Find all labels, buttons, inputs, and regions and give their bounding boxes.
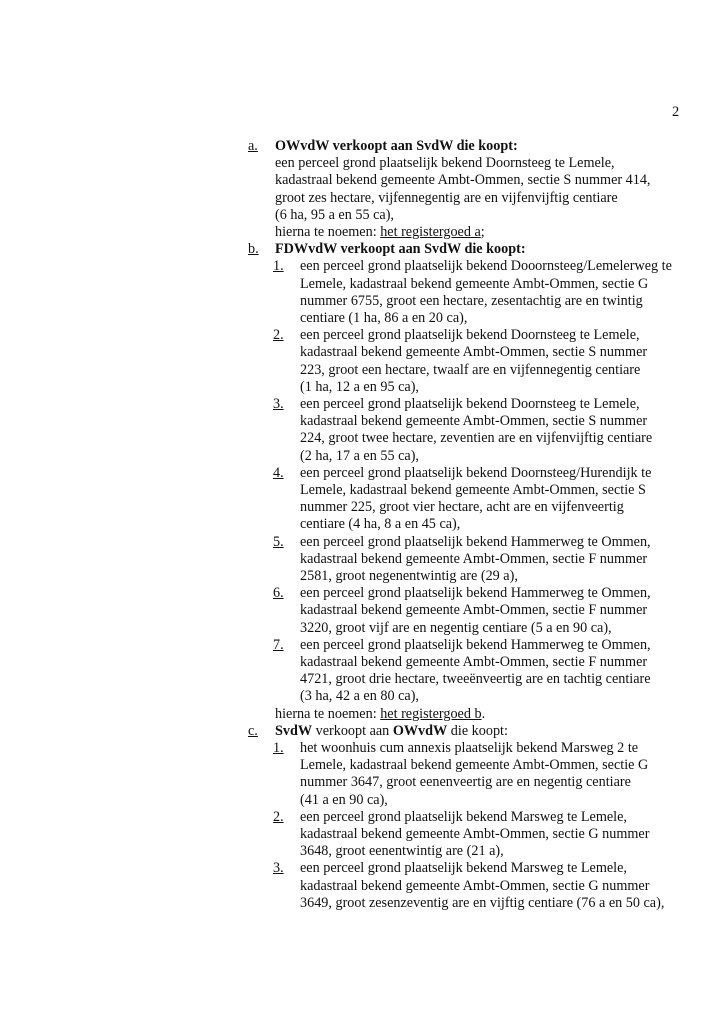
item-text-line: een perceel grond plaatselijk bekend Marsweg te Lemele, — [300, 808, 627, 825]
item-text-line: kadastraal bekend gemeente Ambt-Ommen, sectie F nummer — [300, 654, 648, 670]
section-closing — [275, 706, 485, 723]
item-label: 3. — [273, 396, 284, 412]
item-text-line: kadastraal bekend gemeente Ambt-Ommen, sectie F nummer — [300, 602, 648, 619]
item-text-line: centiare (1 ha, 86 a en 20 ca), — [300, 310, 468, 326]
item-text-line: (1 ha, 12 a en 95 ca), — [300, 378, 419, 395]
item-text-line: een perceel grond plaatselijk bekend Doornsteeg/Hurendijk te — [300, 464, 652, 481]
item-label: 2. — [273, 808, 284, 825]
section-heading — [275, 138, 518, 155]
heading-part: FDWvdW verkoopt aan SvdW die koopt: — [275, 241, 526, 258]
item-text-line: nummer 225, groot vier hectare, acht are en vijfenveertig — [300, 499, 624, 516]
closing-suffix: . — [481, 705, 486, 722]
item-text-line: kadastraal bekend gemeente Ambt-Ommen, sectie F nummer — [300, 550, 648, 567]
item-text-line: 3649, groot zesenzeventig are en vijftig centiare (76 a en 50 ca), — [300, 894, 665, 911]
item-text-line: een perceel grond plaatselijk bekend Doornsteeg te Lemele, — [300, 327, 640, 344]
item-text-line: kadastraal bekend gemeente Ambt-Ommen, sectie S nummer — [300, 344, 648, 361]
item-label: 2. — [273, 327, 284, 344]
heading-part: die koopt: — [447, 722, 508, 739]
item-label: 1. — [273, 258, 284, 275]
item-label: 6. — [273, 585, 284, 602]
heading-part: verkoopt aan — [312, 722, 393, 739]
heading-part: OWvdW — [392, 722, 448, 739]
item-label: 1. — [273, 740, 284, 756]
item-text-line: centiare (4 ha, 8 a en 45 ca), — [300, 516, 461, 533]
item-text-line: een perceel grond plaatselijk bekend Marsweg te Lemele, — [300, 860, 627, 877]
item-text-line: kadastraal bekend gemeente Ambt-Ommen, sectie S nummer — [300, 413, 648, 430]
item-text-line: Lemele, kadastraal bekend gemeente Ambt-Ommen, sectie S — [300, 482, 646, 498]
heading-part: OWvdW verkoopt aan SvdW die koopt: — [275, 138, 518, 154]
item-text-line: een perceel grond plaatselijk bekend Hammerweg te Ommen, — [300, 585, 651, 602]
section-closing — [275, 224, 485, 241]
item-text-line: (41 a en 90 ca), — [300, 791, 388, 808]
item-label: 4. — [273, 464, 284, 481]
item-text-line: 223, groot een hectare, twaalf are en vijfennegentig centiare — [300, 361, 641, 378]
section-heading — [275, 241, 526, 258]
section-label: b. — [248, 241, 259, 258]
closing-prefix: hierna te noemen: — [275, 705, 381, 722]
item-text-line: kadastraal bekend gemeente Ambt-Ommen, sectie G nummer — [300, 877, 650, 894]
section-text-line: een perceel grond plaatselijk bekend Doornsteeg te Lemele, — [275, 155, 615, 172]
item-text-line: nummer 3647, groot eenenveertig are en negentig centiare — [300, 774, 631, 791]
item-text-line: een perceel grond plaatselijk bekend Hammerweg te Ommen, — [300, 533, 651, 550]
item-text-line: 3220, groot vijf are en negentig centiare (5 a en 90 ca), — [300, 619, 612, 636]
section-label: a. — [248, 138, 258, 154]
section-text-line: (6 ha, 95 a en 55 ca), — [275, 206, 394, 223]
item-text-line: (2 ha, 17 a en 55 ca), — [300, 447, 419, 464]
item-label: 3. — [273, 860, 284, 877]
heading-part: SvdW — [275, 722, 313, 739]
registergoed-term: het registergoed a — [380, 224, 481, 240]
item-text-line: Lemele, kadastraal bekend gemeente Ambt-Ommen, sectie G — [300, 275, 649, 292]
item-text-line: 4721, groot drie hectare, tweeënveertig are en tachtig centiare — [300, 671, 651, 688]
item-text-line: een perceel grond plaatselijk bekend Hammerweg te Ommen, — [300, 636, 651, 653]
closing-suffix: ; — [480, 224, 485, 240]
item-text-line: het woonhuis cum annexis plaatselijk bekend Marsweg 2 te — [300, 740, 639, 756]
item-text-line: Lemele, kadastraal bekend gemeente Ambt-Ommen, sectie G — [300, 757, 649, 774]
item-text-line: (3 ha, 42 a en 80 ca), — [300, 688, 419, 705]
section-text-line: kadastraal bekend gemeente Ambt-Ommen, sectie S nummer 414, — [275, 172, 651, 189]
item-text-line: 2581, groot negenentwintig are (29 a), — [300, 568, 518, 584]
item-text-line: een perceel grond plaatselijk bekend Doornsteeg te Lemele, — [300, 396, 640, 412]
section-heading — [275, 723, 508, 740]
item-text-line: 3648, groot eenentwintig are (21 a), — [300, 843, 504, 860]
item-label: 5. — [273, 533, 284, 550]
section-text-line: groot zes hectare, vijfennegentig are en vijfenvijftig centiare — [275, 189, 618, 206]
page-number: 2 — [672, 104, 680, 120]
section-label: c. — [248, 722, 258, 739]
item-text-line: kadastraal bekend gemeente Ambt-Ommen, sectie G nummer — [300, 826, 650, 842]
item-text-line: een perceel grond plaatselijk bekend Dooornsteeg/Lemelerweg te — [300, 258, 672, 275]
item-label: 7. — [273, 636, 284, 653]
item-text-line: 224, groot twee hectare, zeventien are en vijfenvijftig centiare — [300, 430, 653, 447]
closing-prefix: hierna te noemen: — [275, 224, 381, 240]
registergoed-term: het registergoed b — [380, 705, 482, 722]
item-text-line: nummer 6755, groot een hectare, zesentachtig are en twintig — [300, 292, 643, 309]
